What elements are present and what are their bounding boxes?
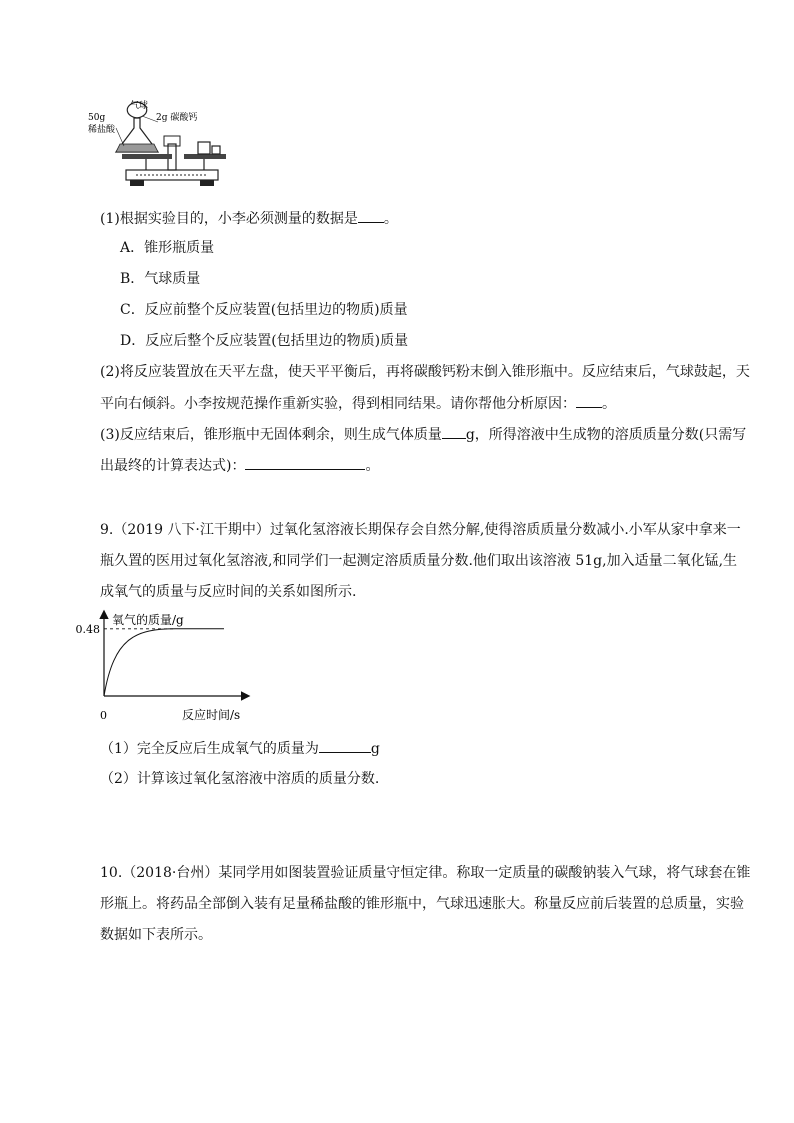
balance-foot-right (200, 180, 214, 186)
q9-line1: 9.（2019 八下·江干期中）过氧化氢溶液长期保存会自然分解,使得溶质质量分数减小.小军从家中拿来一 (100, 522, 741, 538)
q8-option-a[interactable]: A．锥形瓶质量 (120, 240, 215, 256)
q8-part2-line2: 平向右倾斜。小李按规范操作重新实验，得到相同结果。请你帮他分析原因： 。 (100, 393, 616, 414)
y-tick-label: 0.48 (75, 622, 100, 636)
q8-option-b[interactable]: B．气球质量 (120, 271, 201, 287)
oxygen-mass-chart (75, 608, 266, 724)
q9-line3: 成氧气的质量与反应时间的关系如图所示. (100, 584, 357, 600)
q8-part2-line1: (2)将反应装置放在天平左盘，使天平平衡后，再将碳酸钙粉末倒入锥形瓶中。反应结束后，气球鼓起，天 (100, 364, 750, 380)
balloon-label: 气球 (130, 101, 149, 111)
q8-part3-blank2[interactable] (245, 455, 365, 470)
oxygen-series-line (104, 629, 224, 696)
q8-part2-blank[interactable] (576, 393, 602, 408)
balance-foot-left (130, 180, 144, 186)
acid-mass-label: 50g (88, 113, 106, 123)
left-pan (122, 154, 172, 159)
right-pan (184, 154, 226, 159)
q8-part3-line1: (3)反应结束后，锥形瓶中无固体剩余，则生成气体质量 g，所得溶液中生成物的溶质质量分数(只需写 (100, 424, 746, 445)
balance-apparatus-figure (86, 98, 236, 190)
weight-large (198, 142, 210, 154)
q8-part3-blank1[interactable] (442, 424, 466, 439)
weight-small (212, 146, 220, 154)
q9-sub1-blank[interactable] (319, 738, 371, 753)
y-axis-label: 氧气的质量/g (112, 613, 184, 627)
caco3-label: 2g 碳酸钙 (156, 113, 198, 123)
x-axis-label: 反应时间/s (182, 708, 241, 722)
q9-sub2: （2）计算该过氧化氢溶液中溶质的质量分数. (100, 771, 380, 787)
acid-liquid (116, 144, 158, 152)
q8-option-d[interactable]: D．反应后整个反应装置(包括里边的物质)质量 (120, 333, 409, 349)
q9-line2: 瓶久置的医用过氧化氢溶液,和同学们一起测定溶质质量分数.他们取出该溶液 51g,加入适量二氧化锰,生 (100, 553, 738, 569)
q10-line1: 10.（2018·台州）某同学用如图装置验证质量守恒定律。称取一定质量的碳酸钠装入气球，将气球套在锥 (100, 865, 751, 881)
acid-name-label: 稀盐酸 (88, 125, 116, 135)
q10-line2: 形瓶上。将药品全部倒入装有足量稀盐酸的锥形瓶中，气球迅速胀大。称量反应前后装置的总质量，实验 (100, 896, 744, 912)
q8-part1: (1)根据实验目的，小李必须测量的数据是 。 (100, 208, 398, 229)
origin-label: 0 (100, 709, 107, 722)
q10-line3: 数据如下表所示。 (100, 927, 212, 943)
q8-part3-line2: 出最终的计算表达式)： 。 (100, 455, 379, 476)
q9-sub1: （1）完全反应后生成氧气的质量为 g (100, 738, 380, 759)
q8-option-c[interactable]: C．反应前整个反应装置(包括里边的物质)质量 (120, 302, 408, 318)
q8-part1-blank[interactable] (358, 208, 384, 223)
